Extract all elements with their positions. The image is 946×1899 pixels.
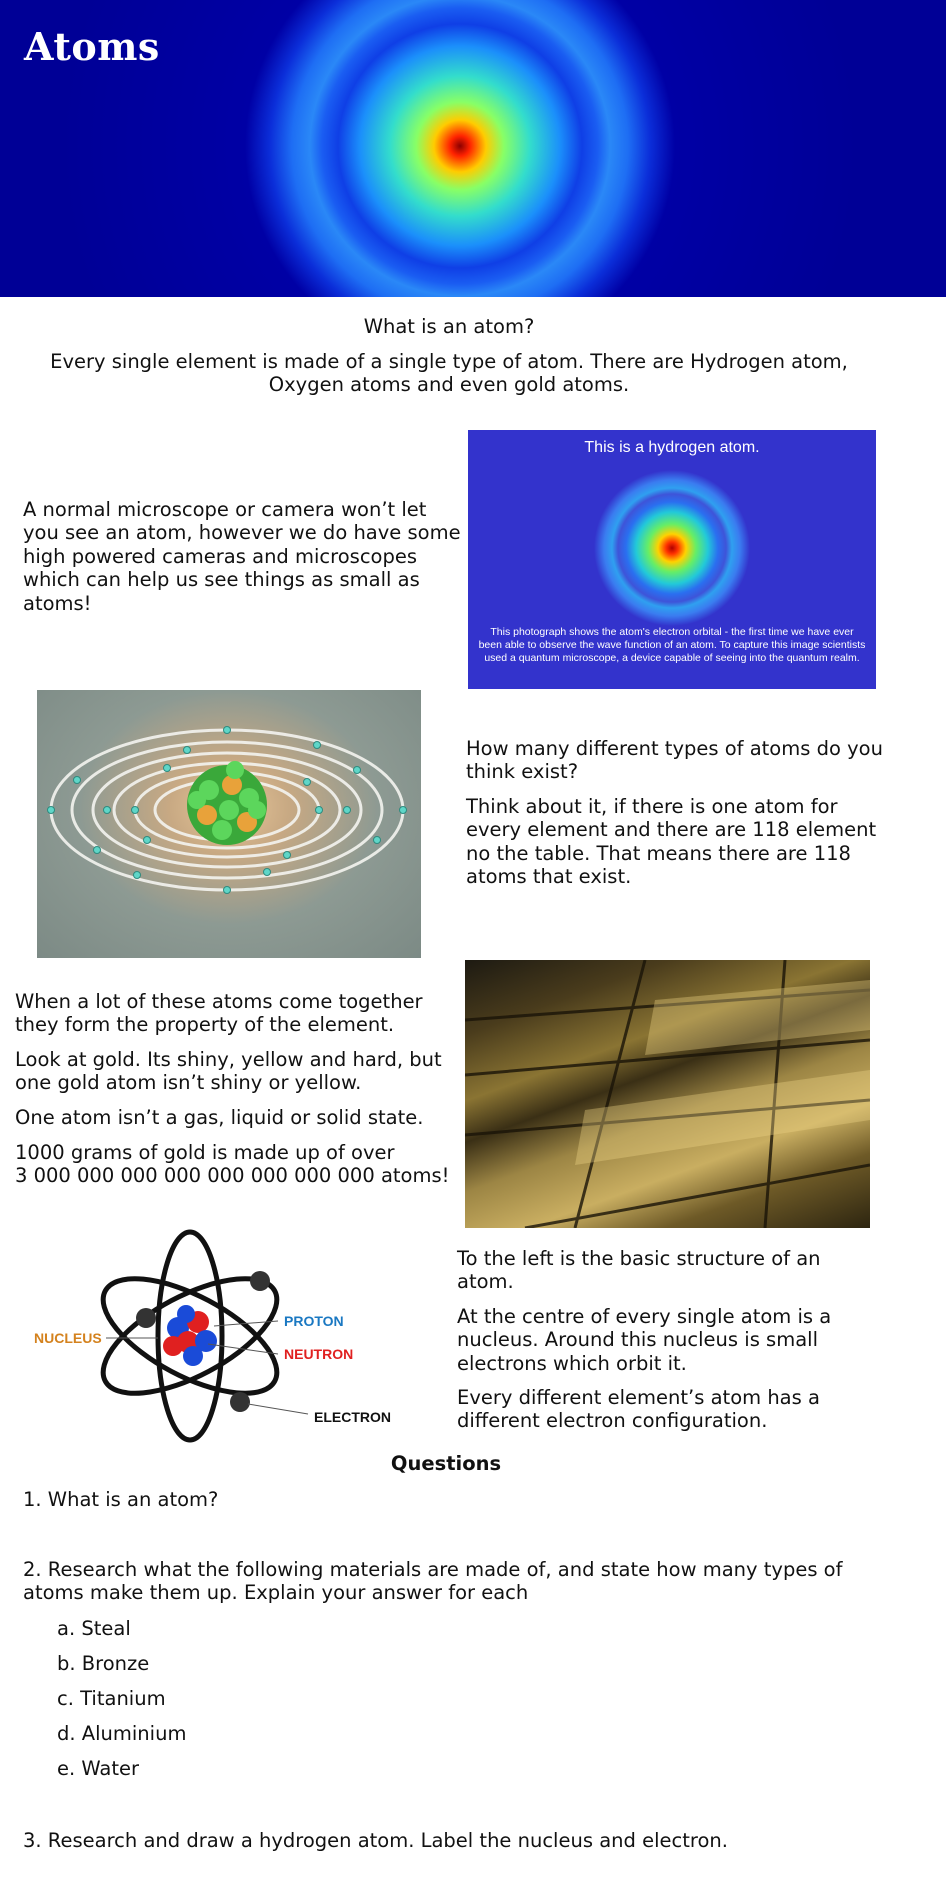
atom-structure-diagram: [28, 1226, 408, 1446]
question-2: 2. Research what the following materials are made of, and state how many types of atoms make them up. Explain your answer for each: [23, 1558, 843, 1605]
list-item: b. Bronze: [57, 1652, 150, 1675]
materials-list: [57, 1617, 457, 1792]
gold-fact-line-1: 1000 grams of gold is made up of over: [15, 1141, 395, 1164]
proton-label: PROTON: [284, 1313, 344, 1329]
gold-paragraph-3: One atom isn’t a gas, liquid or solid state.: [15, 1106, 424, 1129]
gold-paragraph-1: When a lot of these atoms come together they form the property of the element.: [15, 990, 423, 1037]
intro-heading: What is an atom?: [363, 315, 535, 338]
structure-paragraph-2: At the centre of every single atom is a nucleus. Around this nucleus is small electrons which orbit it.: [457, 1305, 832, 1375]
hydrogen-photo-title: This is a hydrogen atom.: [584, 439, 760, 456]
question-3: 3. Research and draw a hydrogen atom. Label the nucleus and electron.: [23, 1829, 728, 1852]
atom-orbits-illustration: [37, 690, 421, 958]
page-title: Atoms: [24, 24, 160, 69]
atom-diagram-svg: [28, 1226, 408, 1446]
structure-paragraph-3: Every different element’s atom has a different electron configuration.: [457, 1386, 820, 1433]
questions-heading: Questions: [390, 1452, 502, 1475]
list-item: a. Steal: [57, 1617, 131, 1640]
list-item: c. Titanium: [57, 1687, 166, 1710]
list-item: d. Aluminium: [57, 1722, 187, 1745]
hydrogen-photo-caption: This photograph shows the atom's electron orbital - the first time we have ever been able to observe the wave function of an atom. To capture this image scientists used a quantum microscope, a device capable of seeing into the quantum realm.: [478, 626, 866, 665]
microscope-text: A normal microscope or camera won’t let you see an atom, however we do have some high powered cameras and microscopes which can help us see things as small as atoms!: [23, 498, 461, 615]
nucleus-label: NUCLEUS: [34, 1330, 102, 1346]
question-1: 1. What is an atom?: [23, 1488, 219, 1511]
neutron-label: NEUTRON: [284, 1346, 354, 1362]
gold-fact-line-2: 3 000 000 000 000 000 000 000 000 atoms!: [15, 1164, 450, 1188]
gold-bars-illustration: [465, 960, 870, 1228]
types-answer: Think about it, if there is one atom for every element and there are 118 element no the table. That means there are 118 atoms that exist.: [466, 795, 877, 889]
types-question: How many different types of atoms do you think exist?: [466, 737, 883, 784]
gold-bars-image: [465, 960, 870, 1228]
header-banner-image: [0, 0, 946, 297]
electron-label: ELECTRON: [314, 1409, 391, 1425]
hydrogen-atom-photo: [468, 430, 876, 689]
intro-text: Every single element is made of a single type of atom. There are Hydrogen atom, Oxygen atoms and even gold atoms.: [50, 350, 848, 397]
list-item: e. Water: [57, 1757, 140, 1780]
atom-orbits-image: [37, 690, 421, 958]
structure-paragraph-1: To the left is the basic structure of an atom.: [457, 1247, 821, 1294]
gold-paragraph-4: [15, 1141, 465, 1188]
gold-paragraph-2: Look at gold. Its shiny, yellow and hard, but one gold atom isn’t shiny or yellow.: [15, 1048, 442, 1095]
